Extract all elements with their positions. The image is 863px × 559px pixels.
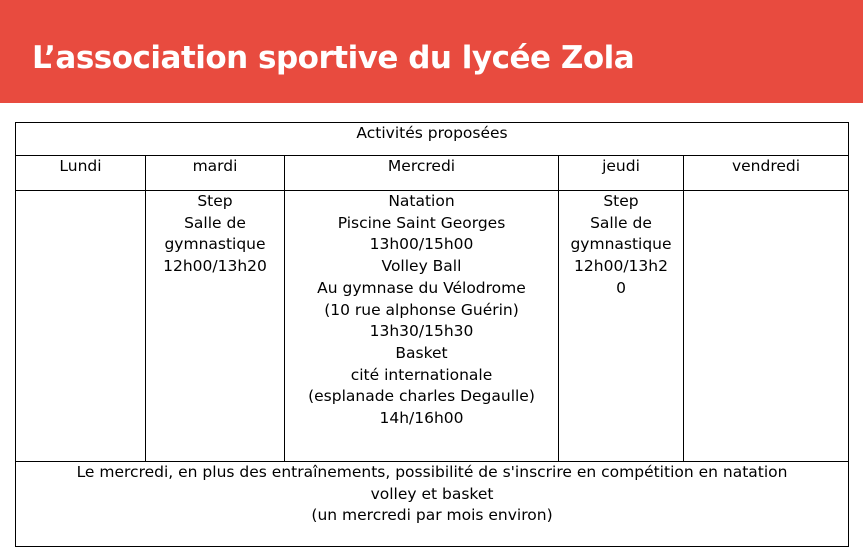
cell-line: 13h30/15h30 — [369, 322, 474, 341]
cell-line: Step — [197, 192, 233, 210]
cell-mercredi — [285, 191, 559, 462]
cell-lundi — [16, 191, 146, 462]
cell-line: 13h00/15h00 — [369, 235, 474, 254]
cell-line: gymnastique — [164, 235, 266, 254]
cell-line: Volley Ball — [381, 257, 462, 276]
footer-row — [16, 462, 849, 547]
day-header-mercredi: Mercredi — [285, 156, 559, 191]
cell-line: Au gymnase du Vélodrome — [317, 278, 526, 297]
day-header-jeudi: jeudi — [559, 156, 684, 191]
activities-row — [16, 191, 849, 462]
cell-line: 12h00/13h20 — [163, 257, 267, 276]
footer-line: volley et basket — [370, 484, 494, 503]
cell-line: Salle de — [184, 213, 246, 232]
day-header-vendredi: vendredi — [684, 156, 849, 191]
cell-line: cité internationale — [350, 365, 493, 384]
page-title: L’association sportive du lycée Zola — [32, 40, 635, 76]
cell-line: Basket — [395, 343, 448, 362]
footer-note — [16, 462, 849, 547]
footer-line: Le mercredi, en plus des entraînements, possibilité de s'inscrire en compétition en natation — [76, 463, 788, 481]
cell-line: (10 rue alphonse Guérin) — [324, 300, 519, 319]
days-row — [16, 156, 849, 191]
activities-table — [15, 122, 849, 547]
cell-line: Piscine Saint Georges — [337, 213, 506, 232]
cell-vendredi — [684, 191, 849, 462]
cell-line: Salle de — [590, 213, 652, 232]
cell-mardi — [146, 191, 285, 462]
day-header-lundi: Lundi — [16, 156, 146, 191]
cell-line: 14h/16h00 — [379, 409, 464, 428]
cell-line: Natation — [388, 192, 455, 210]
footer-line: (un mercredi par mois environ) — [311, 506, 553, 525]
cell-line: (esplanade charles Degaulle) — [308, 387, 535, 406]
cell-jeudi — [559, 191, 684, 462]
cell-line: 0 — [616, 278, 626, 297]
cell-line: 12h00/13h2 — [574, 257, 668, 276]
table-header-row — [16, 123, 849, 156]
day-header-mardi: mardi — [146, 156, 285, 191]
header-banner — [0, 0, 863, 103]
cell-line: gymnastique — [570, 235, 672, 254]
cell-line: Step — [603, 192, 639, 210]
table-title: Activités proposées — [16, 123, 849, 156]
